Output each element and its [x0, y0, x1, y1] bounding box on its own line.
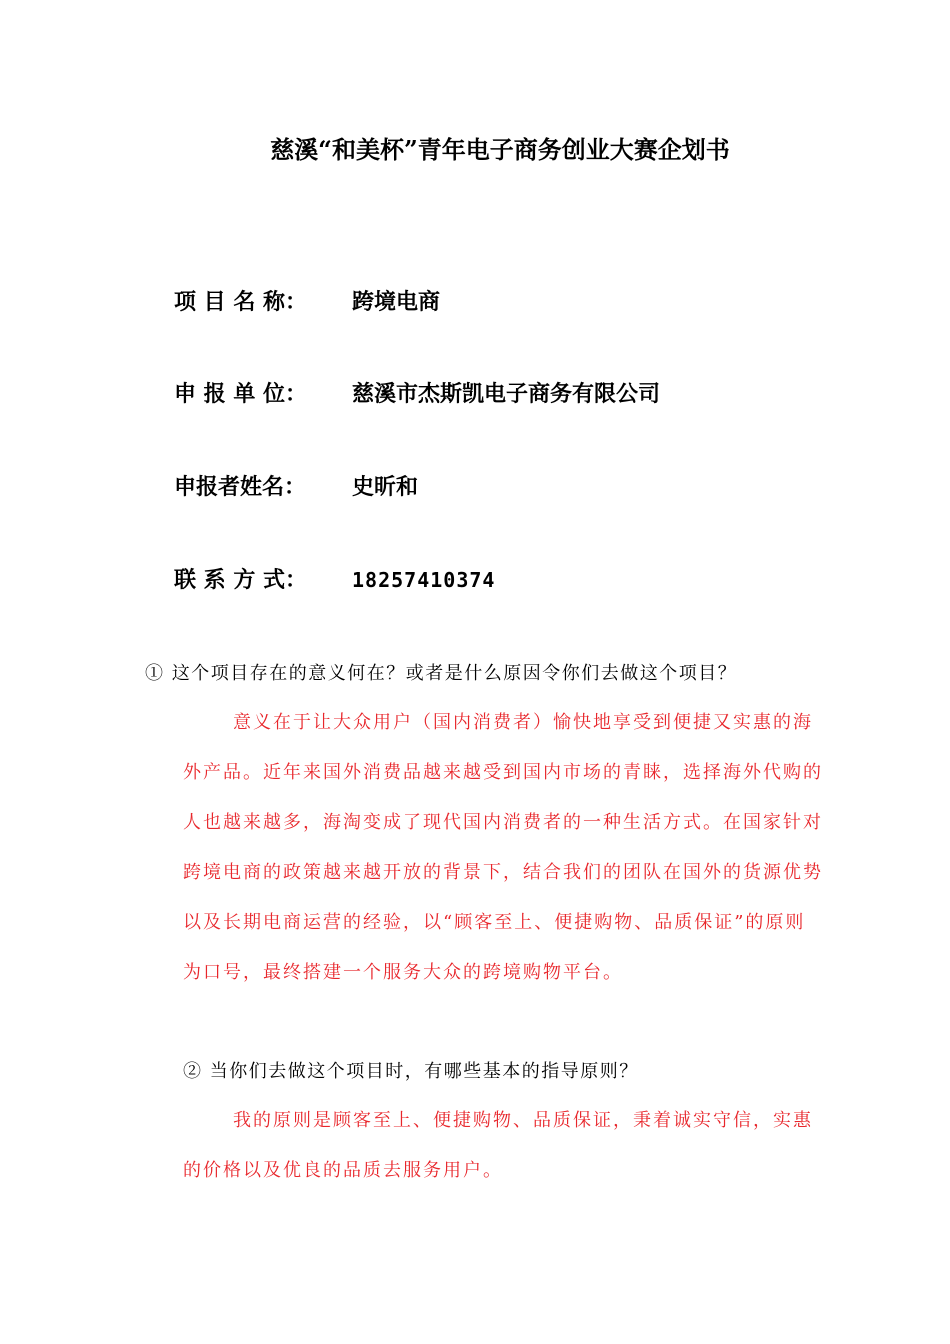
field-label: 申 报 单 位：	[174, 381, 307, 407]
section-answer: 意义在于让大众用户（国内消费者）愉快地享受到便捷又实惠的海外产品。近年来国外消费品越来越受到国内市场的青睐，选择海外代购的人也越来越多，海淘变成了现代国内消费者的一种生活方式。在国家针对跨境电商的政策越来越开放的背景下，结合我们的团队在国外的货源优势以及长期电商运营的经验，以“顾客至上、便捷购物、品质保证”的原则为口号，最终搭建一个服务大众的跨境购物平台。	[183, 712, 823, 983]
field-applicant-unit	[174, 374, 660, 414]
field-value: 18257410374	[352, 568, 496, 592]
document-title: 慈溪“和美杯”青年电子商务创业大赛企划书	[270, 135, 730, 164]
field-label: 联 系 方 式：	[174, 567, 307, 593]
field-value: 跨境电商	[352, 289, 441, 315]
field-label: 项 目 名 称：	[174, 289, 307, 315]
section-answer: 我的原则是顾客至上、便捷购物、品质保证，秉着诚实守信，实惠的价格以及优良的品质去服务用户。	[183, 1110, 813, 1181]
field-value: 史昕和	[352, 474, 419, 500]
section-question: ② 当你们去做这个项目时，有哪些基本的指导原则？	[183, 1061, 639, 1082]
field-contact	[174, 560, 495, 600]
field-value: 慈溪市杰斯凯电子商务有限公司	[352, 381, 661, 407]
field-project-name	[174, 282, 440, 322]
field-applicant-name	[174, 467, 418, 507]
field-label: 申报者姓名：	[174, 474, 307, 500]
section-question: ① 这个项目存在的意义何在？或者是什么原因令你们去做这个项目？	[145, 663, 738, 684]
